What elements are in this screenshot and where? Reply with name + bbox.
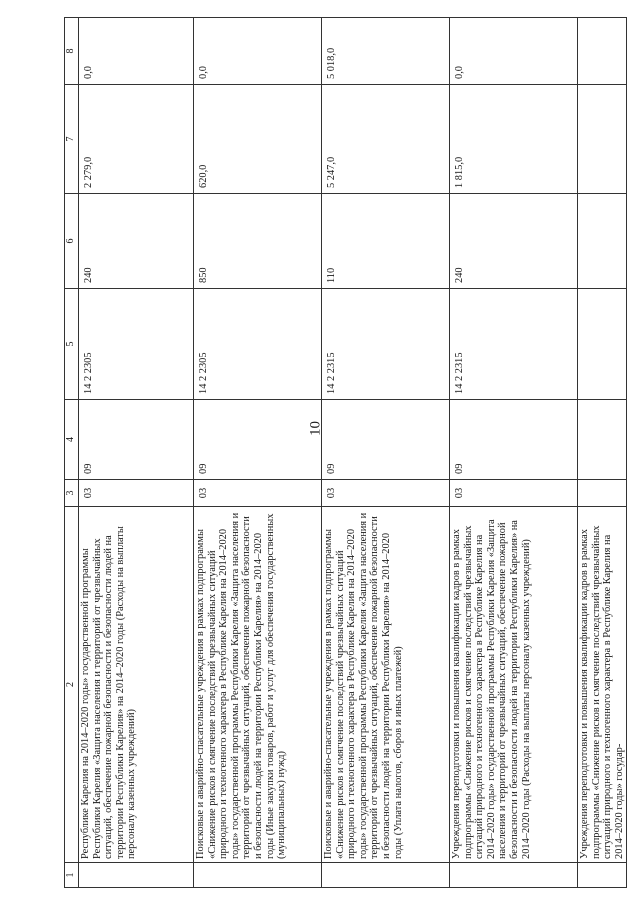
column-header: 2 bbox=[65, 507, 79, 863]
cell-expense-type: 110 bbox=[322, 194, 450, 289]
column-header: 5 bbox=[65, 289, 79, 400]
column-header: 1 bbox=[65, 863, 79, 888]
cell-description: Поисковые и аварийно-спасательные учреждения в рамках подпрограммы «Снижение рисков и смягчение последствий чрезвычайных ситуаций природного и техногенного характера в Республике Карелия на 2014–2020 годы» государственной программы Республики Карелия «Защита населения и территорий от чрезвычайных ситуаций, обеспечение пожарной безопасности и безопасности людей на территории Республики Карелия» на 2014–2020 годы (Уплата налогов, сборов и иных платежей) bbox=[322, 507, 450, 863]
table-row bbox=[194, 18, 322, 888]
cell-description: Учреждения переподготовки и повышения квалификации кадров в рамках подпрограммы «Снижение рисков и смягчение последствий чрезвычайных ситуаций природного и техногенного характера в Республике Карелия на 2014–2020 годы» государственной программы Республики Карелия «Защита населения и территорий от чрезвычайных ситуаций, обеспечение пожарной безопасности и безопасности людей на территории Республики Карелия» на 2014–2020 годы (Расходы на выплаты персоналу казенных учреждений) bbox=[450, 507, 578, 863]
page-number: 10 bbox=[307, 421, 324, 436]
cell-description: Поисковые и аварийно-спасательные учреждения в рамках подпрограммы «Снижение рисков и смягчение последствий чрезвычайных ситуаций природного и техногенного характера в Республике Карелия на 2014–2020 годы» государственной программы Республики Карелия «Защита населения и территорий от чрезвычайных ситуаций, обеспечение пожарной безопасности и безопасности людей на территории Республики Карелия» на 2014–2020 годы (Иные закупки товаров, работ и услуг для обеспечения государственных (муниципальных) нужд) bbox=[194, 507, 322, 863]
cell-amount: 1 815,0 bbox=[450, 85, 578, 194]
cell-subsection: 09 bbox=[450, 400, 578, 480]
cell-target-article: 14 2 2305 bbox=[79, 289, 194, 400]
cell-amount bbox=[578, 85, 627, 194]
cell-section: 03 bbox=[322, 480, 450, 507]
column-header: 8 bbox=[65, 18, 79, 85]
cell-amount-2: 5 018,0 bbox=[322, 18, 450, 85]
cell-amount-2 bbox=[578, 18, 627, 85]
cell-subsection: 09 bbox=[79, 400, 194, 480]
cell-index bbox=[322, 863, 450, 888]
cell-section: 03 bbox=[79, 480, 194, 507]
table-row bbox=[322, 18, 450, 888]
table-row bbox=[79, 18, 194, 888]
cell-expense-type: 240 bbox=[79, 194, 194, 289]
cell-section: 03 bbox=[450, 480, 578, 507]
cell-expense-type: 850 bbox=[194, 194, 322, 289]
cell-description: Республике Карелия на 2014–2020 годы» государственной программы Республики Карелия «Защита населения и территорий от чрезвычайных ситуаций, обеспечение пожарной безопасности и безопасности людей на территории Республики Карелия» на 2014–2020 годы (Расходы на выплаты персоналу казенных учреждений) bbox=[79, 507, 194, 863]
column-header: 6 bbox=[65, 194, 79, 289]
cell-subsection: 09 bbox=[194, 400, 322, 480]
cell-description: Учреждения переподготовки и повышения квалификации кадров в рамках подпрограммы «Снижение рисков и смягчение последствий чрезвычайных ситуаций природного и техногенного характера в Республике Карелия на 2014–2020 годы» государ- bbox=[578, 507, 627, 863]
cell-index bbox=[79, 863, 194, 888]
cell-expense-type bbox=[578, 194, 627, 289]
cell-amount: 5 247,0 bbox=[322, 85, 450, 194]
cell-index bbox=[450, 863, 578, 888]
cell-index bbox=[194, 863, 322, 888]
budget-table bbox=[64, 17, 627, 888]
cell-subsection bbox=[578, 400, 627, 480]
column-header: 7 bbox=[65, 85, 79, 194]
rotated-table-wrapper bbox=[64, 18, 625, 888]
cell-target-article: 14 2 2305 bbox=[194, 289, 322, 400]
cell-amount-2: 0,0 bbox=[79, 18, 194, 85]
header-row bbox=[65, 18, 79, 888]
cell-index bbox=[578, 863, 627, 888]
cell-subsection: 09 bbox=[322, 400, 450, 480]
cell-section bbox=[578, 480, 627, 507]
cell-amount: 2 279,0 bbox=[79, 85, 194, 194]
cell-section: 03 bbox=[194, 480, 322, 507]
cell-target-article: 14 2 2315 bbox=[450, 289, 578, 400]
cell-amount-2: 0,0 bbox=[450, 18, 578, 85]
column-header: 4 bbox=[65, 400, 79, 480]
cell-amount-2: 0,0 bbox=[194, 18, 322, 85]
cell-expense-type: 240 bbox=[450, 194, 578, 289]
table-row bbox=[450, 18, 578, 888]
table-row bbox=[578, 18, 627, 888]
cell-target-article bbox=[578, 289, 627, 400]
cell-amount: 620,0 bbox=[194, 85, 322, 194]
column-header: 3 bbox=[65, 480, 79, 507]
cell-target-article: 14 2 2315 bbox=[322, 289, 450, 400]
